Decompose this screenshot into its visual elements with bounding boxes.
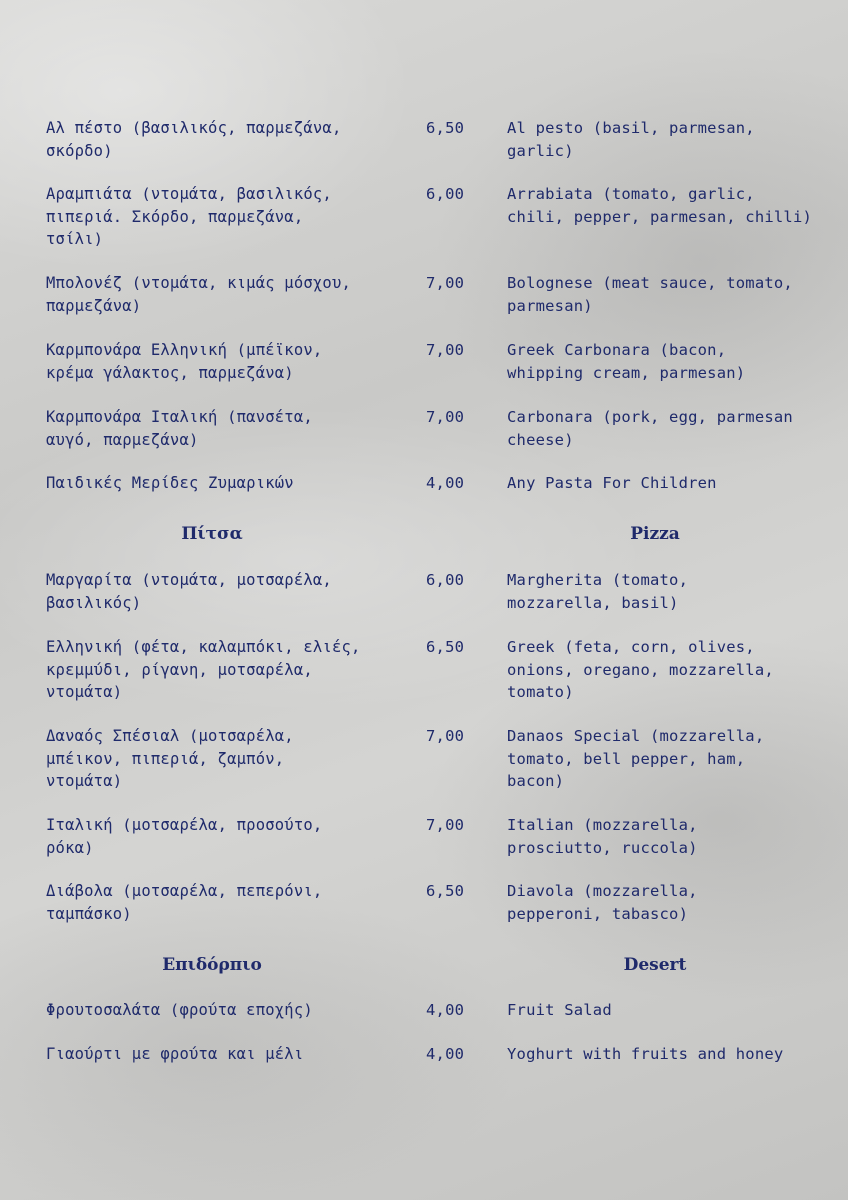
item-price: 4,00 — [426, 474, 465, 492]
item-name-english: Yoghurt with fruits and honey — [507, 1045, 784, 1063]
item-name-greek: Δαναός Σπέσιαλ (μοτσαρέλα, μπέικον, πιπεριά, ζαμπόν, ντομάτα) — [46, 727, 294, 790]
section-heading-english: Desert — [623, 955, 687, 975]
item-price: 6,50 — [426, 119, 465, 137]
item-name-greek: Καρμπονάρα Ελληνική (μπέϊκον, κρέμα γάλακτος, παρμεζάνα) — [46, 341, 323, 382]
section-heading-greek: Πίτσα — [181, 524, 243, 544]
item-name-greek: Μαργαρίτα (ντομάτα, μοτσαρέλα, βασιλικός) — [46, 571, 332, 612]
item-name-english: Arrabiata (tomato, garlic, chili, pepper, parmesan, chilli) — [507, 185, 813, 226]
section-heading-english: Pizza — [630, 524, 680, 544]
item-name-english: Diavola (mozzarella, pepperoni, tabasco) — [507, 882, 698, 923]
item-name-greek: Διάβολα (μοτσαρέλα, πεπερόνι, ταμπάσκο) — [46, 882, 323, 923]
item-price: 4,00 — [426, 1045, 465, 1063]
item-name-greek: Καρμπονάρα Ιταλική (πανσέτα, αυγό, παρμεζάνα) — [46, 408, 313, 449]
item-name-greek: Ιταλική (μοτσαρέλα, προσούτο, ρόκα) — [46, 816, 323, 857]
item-price: 7,00 — [426, 408, 465, 426]
item-name-greek: Μπολονέζ (ντομάτα, κιμάς μόσχου, παρμεζάνα) — [46, 274, 352, 315]
item-name-english: Carbonara (pork, egg, parmesan cheese) — [507, 408, 793, 449]
item-name-english: Al pesto (basil, parmesan, garlic) — [507, 119, 755, 160]
item-price: 6,50 — [426, 882, 465, 900]
item-price: 6,00 — [426, 185, 465, 203]
item-name-english: Any Pasta For Children — [507, 474, 717, 492]
item-name-english: Greek Carbonara (bacon, whipping cream, parmesan) — [507, 341, 746, 382]
section-heading-greek: Επιδόρπιο — [162, 955, 262, 975]
item-name-greek: Ελληνική (φέτα, καλαμπόκι, ελιές, κρεμμύδι, ρίγανη, μοτσαρέλα, ντομάτα) — [46, 638, 361, 701]
item-name-english: Fruit Salad — [507, 1001, 612, 1019]
item-name-english: Margherita (tomato, mozzarella, basil) — [507, 571, 689, 612]
item-price: 6,00 — [426, 571, 465, 589]
item-name-greek: Παιδικές Μερίδες Ζυμαρικών — [46, 474, 294, 492]
item-name-greek: Αραμπιάτα (ντομάτα, βασιλικός, πιπεριά. Σκόρδο, παρμεζάνα, τσίλι) — [46, 185, 332, 248]
item-price: 7,00 — [426, 274, 465, 292]
item-price: 6,50 — [426, 638, 465, 656]
item-price: 4,00 — [426, 1001, 465, 1019]
item-name-english: Greek (feta, corn, olives, onions, oregano, mozzarella, tomato) — [507, 638, 774, 701]
item-name-greek: Γιαούρτι με φρούτα και μέλι — [46, 1045, 304, 1063]
item-name-english: Bolognese (meat sauce, tomato, parmesan) — [507, 274, 793, 315]
item-name-greek: Αλ πέστο (βασιλικός, παρμεζάνα, σκόρδο) — [46, 119, 342, 160]
item-price: 7,00 — [426, 727, 465, 745]
item-name-english: Danaos Special (mozzarella, tomato, bell pepper, ham, bacon) — [507, 727, 765, 790]
item-name-greek: Φρουτοσαλάτα (φρούτα εποχής) — [46, 1001, 313, 1019]
item-price: 7,00 — [426, 816, 465, 834]
item-name-english: Italian (mozzarella, prosciutto, ruccola) — [507, 816, 698, 857]
item-price: 7,00 — [426, 341, 465, 359]
